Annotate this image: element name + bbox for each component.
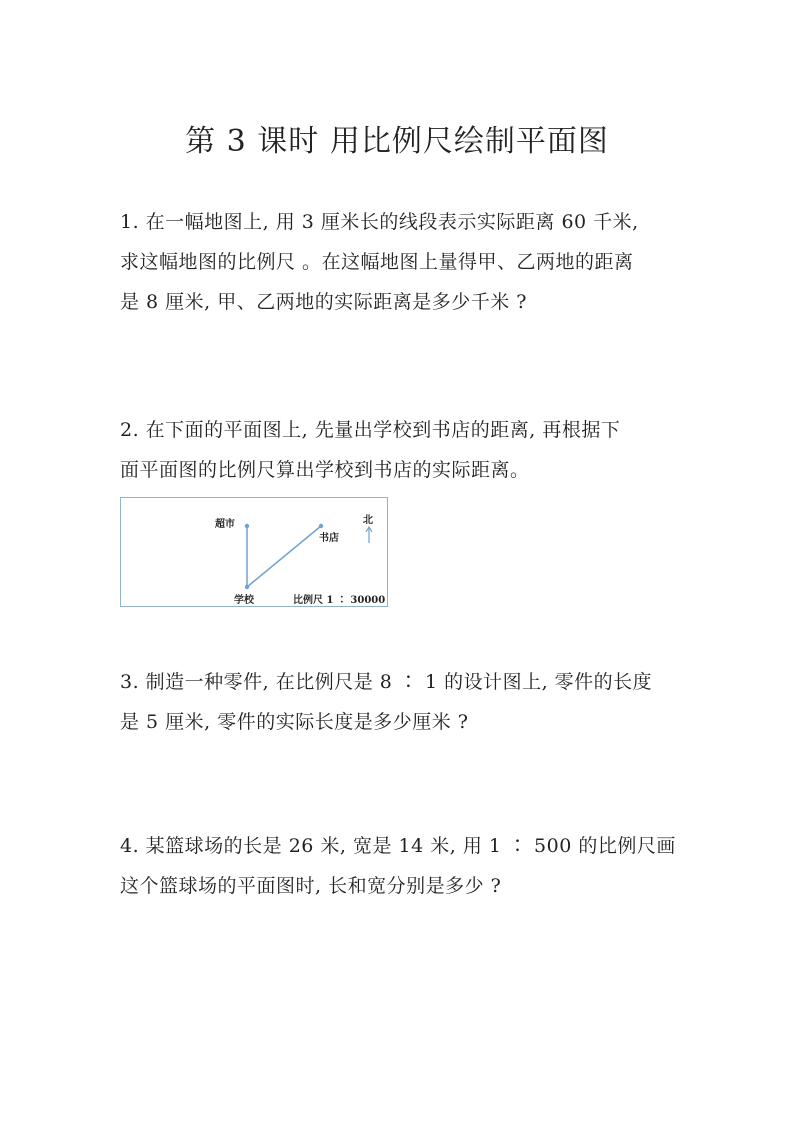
- page-title: 第 3 课时 用比例尺绘制平面图: [185, 124, 609, 159]
- question-3-line-2: 是 5 厘米, 零件的实际长度是多少厘米 ?: [120, 711, 469, 733]
- bookstore-point: [319, 524, 323, 528]
- bookstore-label: 书店: [319, 533, 339, 544]
- scale-label: 比例尺 1 ∶ 30000: [293, 595, 386, 606]
- school-label: 学校: [234, 595, 254, 606]
- question-4-line-2: 这个篮球场的平面图时, 长和宽分别是多少 ?: [120, 875, 502, 897]
- question-2-line-2: 面平面图的比例尺算出学校到书店的实际距离。: [120, 459, 530, 481]
- question-1-line-2: 求这幅地图的比例尺 。在这幅地图上量得甲、乙两地的距离: [120, 251, 634, 273]
- question-2-line-1: 2. 在下面的平面图上, 先量出学校到书店的距离, 再根据下: [120, 419, 621, 441]
- question-1-line-1: 1. 在一幅地图上, 用 3 厘米长的线段表示实际距离 60 千米,: [120, 211, 639, 233]
- question-2: [120, 410, 680, 490]
- school-bookstore-line: [247, 526, 321, 587]
- floor-plan-diagram: [120, 497, 388, 607]
- north-label: 北: [363, 515, 373, 526]
- question-3: [120, 662, 680, 742]
- question-3-line-1: 3. 制造一种零件, 在比例尺是 8 ∶ 1 的设计图上, 零件的长度: [120, 671, 653, 693]
- question-1: [120, 202, 680, 322]
- question-1-line-3: 是 8 厘米, 甲、乙两地的实际距离是多少千米 ?: [120, 291, 527, 313]
- supermarket-point: [245, 524, 249, 528]
- school-point: [245, 585, 249, 589]
- supermarket-label: 超市: [215, 519, 235, 530]
- question-4: [120, 826, 680, 906]
- question-4-line-1: 4. 某篮球场的长是 26 米, 宽是 14 米, 用 1 ∶ 500 的比例尺画: [120, 835, 676, 857]
- north-arrow-icon: [366, 527, 372, 543]
